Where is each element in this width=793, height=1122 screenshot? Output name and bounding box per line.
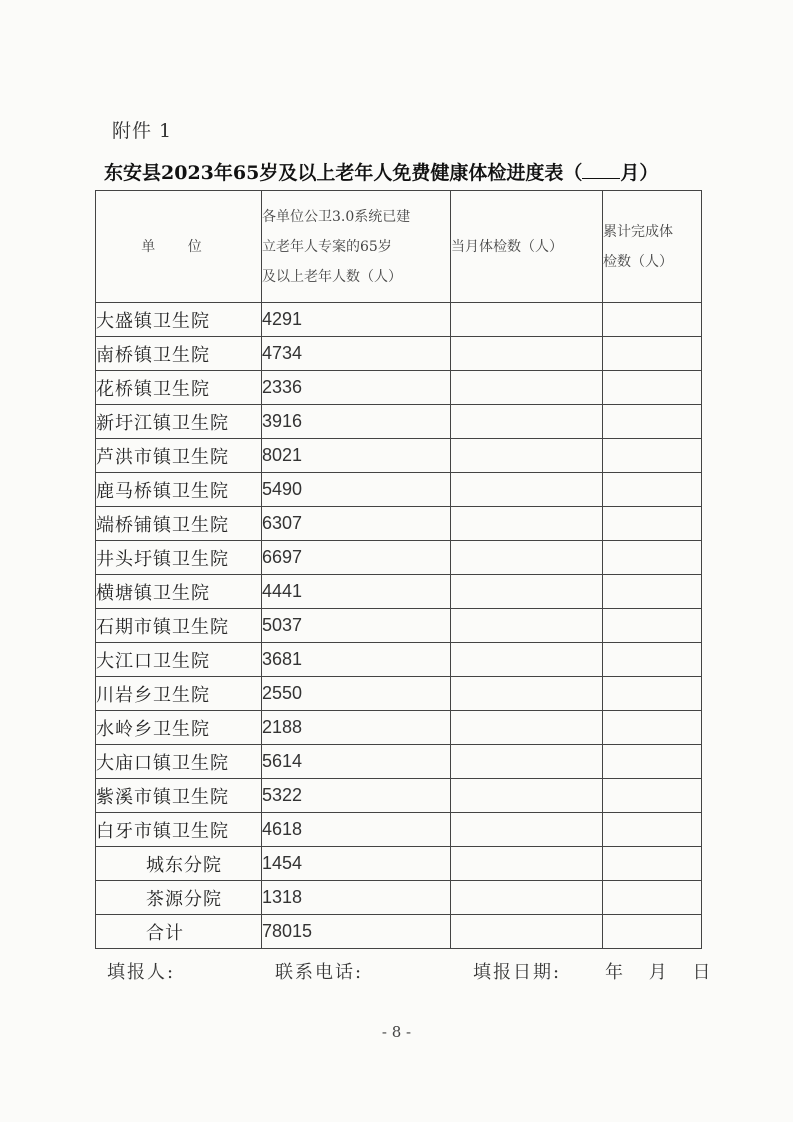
table-row xyxy=(96,303,702,337)
monthly-exams-cell[interactable] xyxy=(451,439,603,473)
header-cumulative-line: 检数（人） xyxy=(603,253,673,270)
monthly-exams-cell[interactable] xyxy=(451,711,603,745)
monthly-exams-cell[interactable] xyxy=(451,847,603,881)
elderly-count-cell: 2188 xyxy=(262,711,451,745)
monthly-exams-cell[interactable] xyxy=(451,813,603,847)
header-elderly-count xyxy=(262,191,451,303)
cumulative-exams-cell[interactable] xyxy=(603,779,702,813)
elderly-count-cell: 5614 xyxy=(262,745,451,779)
table-row xyxy=(96,847,702,881)
elderly-count-cell: 2336 xyxy=(262,371,451,405)
table-row xyxy=(96,609,702,643)
cumulative-exams-cell[interactable] xyxy=(603,575,702,609)
cumulative-exams-cell[interactable] xyxy=(603,711,702,745)
monthly-exams-cell[interactable] xyxy=(451,643,603,677)
table-row xyxy=(96,677,702,711)
monthly-exams-cell[interactable] xyxy=(451,337,603,371)
monthly-exams-cell[interactable] xyxy=(451,915,603,949)
unit-name-cell: 鹿马桥镇卫生院 xyxy=(96,473,262,507)
cumulative-exams-cell[interactable] xyxy=(603,643,702,677)
unit-name-cell: 大盛镇卫生院 xyxy=(96,303,262,337)
monthly-exams-cell[interactable] xyxy=(451,541,603,575)
table-row xyxy=(96,575,702,609)
elderly-count-cell: 6307 xyxy=(262,507,451,541)
title-suffix: 月） xyxy=(620,162,659,184)
monthly-exams-cell[interactable] xyxy=(451,745,603,779)
monthly-exams-cell[interactable] xyxy=(451,371,603,405)
header-cumulative-exams xyxy=(603,191,702,303)
monthly-exams-cell[interactable] xyxy=(451,779,603,813)
table-row xyxy=(96,745,702,779)
cumulative-exams-cell[interactable] xyxy=(603,677,702,711)
cumulative-exams-cell[interactable] xyxy=(603,813,702,847)
table-row xyxy=(96,881,702,915)
unit-name-cell: 紫溪市镇卫生院 xyxy=(96,779,262,813)
table-row xyxy=(96,813,702,847)
cumulative-exams-cell[interactable] xyxy=(603,541,702,575)
elderly-count-cell: 2550 xyxy=(262,677,451,711)
cumulative-exams-cell[interactable] xyxy=(603,405,702,439)
table-row xyxy=(96,371,702,405)
unit-name-cell: 端桥铺镇卫生院 xyxy=(96,507,262,541)
elderly-count-cell: 5322 xyxy=(262,779,451,813)
header-count-line: 及以上老年人数（人） xyxy=(262,268,402,285)
cumulative-exams-cell[interactable] xyxy=(603,303,702,337)
table-row xyxy=(96,711,702,745)
table-row xyxy=(96,541,702,575)
table-row xyxy=(96,405,702,439)
header-count-line: 立老年人专案的65岁 xyxy=(262,238,392,255)
monthly-exams-cell[interactable] xyxy=(451,405,603,439)
elderly-count-cell: 1318 xyxy=(262,881,451,915)
unit-name-cell: 横塘镇卫生院 xyxy=(96,575,262,609)
cumulative-exams-cell[interactable] xyxy=(603,439,702,473)
progress-table xyxy=(95,190,702,949)
monthly-exams-cell[interactable] xyxy=(451,507,603,541)
monthly-exams-cell[interactable] xyxy=(451,609,603,643)
unit-name-cell: 井头圩镇卫生院 xyxy=(96,541,262,575)
unit-name-cell: 花桥镇卫生院 xyxy=(96,371,262,405)
elderly-count-cell: 5490 xyxy=(262,473,451,507)
document-title xyxy=(104,158,704,185)
elderly-count-cell: 78015 xyxy=(262,915,451,949)
header-unit: 单 位 xyxy=(96,191,262,303)
elderly-count-cell: 3916 xyxy=(262,405,451,439)
fill-date-label: 填报日期: xyxy=(473,962,562,983)
table-row xyxy=(96,337,702,371)
monthly-exams-cell[interactable] xyxy=(451,677,603,711)
unit-name-cell: 南桥镇卫生院 xyxy=(96,337,262,371)
unit-name-cell: 城东分院 xyxy=(96,847,262,881)
unit-name-cell: 茶源分院 xyxy=(96,881,262,915)
unit-name-cell: 白牙市镇卫生院 xyxy=(96,813,262,847)
cumulative-exams-cell[interactable] xyxy=(603,507,702,541)
elderly-count-cell: 5037 xyxy=(262,609,451,643)
table-row xyxy=(96,779,702,813)
elderly-count-cell: 3681 xyxy=(262,643,451,677)
unit-name-cell: 大江口卫生院 xyxy=(96,643,262,677)
cumulative-exams-cell[interactable] xyxy=(603,881,702,915)
monthly-exams-cell[interactable] xyxy=(451,303,603,337)
title-month-blank xyxy=(582,178,620,179)
unit-name-cell: 新圩江镇卫生院 xyxy=(96,405,262,439)
filler-label: 填报人: xyxy=(107,962,176,983)
elderly-count-cell: 4291 xyxy=(262,303,451,337)
table-header-row xyxy=(96,191,702,303)
phone-label: 联系电话: xyxy=(275,962,364,983)
cumulative-exams-cell[interactable] xyxy=(603,337,702,371)
table-row xyxy=(96,507,702,541)
unit-name-cell: 川岩乡卫生院 xyxy=(96,677,262,711)
table-row xyxy=(96,643,702,677)
unit-name-cell: 芦洪市镇卫生院 xyxy=(96,439,262,473)
cumulative-exams-cell[interactable] xyxy=(603,745,702,779)
header-count-line: 各单位公卫3.0系统已建 xyxy=(262,208,411,225)
elderly-count-cell: 6697 xyxy=(262,541,451,575)
elderly-count-cell: 1454 xyxy=(262,847,451,881)
header-cumulative-line: 累计完成体 xyxy=(603,223,673,240)
header-monthly-exams: 当月体检数（人） xyxy=(451,191,603,303)
page-number: - 8 - xyxy=(381,1023,412,1041)
elderly-count-cell: 4441 xyxy=(262,575,451,609)
cumulative-exams-cell[interactable] xyxy=(603,609,702,643)
unit-name-cell: 大庙口镇卫生院 xyxy=(96,745,262,779)
table-row xyxy=(96,439,702,473)
table-row xyxy=(96,915,702,949)
cumulative-exams-cell[interactable] xyxy=(603,473,702,507)
table-row xyxy=(96,473,702,507)
cumulative-exams-cell[interactable] xyxy=(603,371,702,405)
cumulative-exams-cell[interactable] xyxy=(603,915,702,949)
attachment-label: 附件 1 xyxy=(112,120,173,142)
unit-name-cell: 石期市镇卫生院 xyxy=(96,609,262,643)
unit-name-cell: 水岭乡卫生院 xyxy=(96,711,262,745)
cumulative-exams-cell[interactable] xyxy=(603,847,702,881)
elderly-count-cell: 4618 xyxy=(262,813,451,847)
title-prefix: 东安县2023年65岁及以上老年人免费健康体检进度表（ xyxy=(104,162,583,184)
unit-name-cell: 合计 xyxy=(96,915,262,949)
date-parts: 年 月 日 xyxy=(605,962,721,983)
elderly-count-cell: 4734 xyxy=(262,337,451,371)
monthly-exams-cell[interactable] xyxy=(451,575,603,609)
elderly-count-cell: 8021 xyxy=(262,439,451,473)
monthly-exams-cell[interactable] xyxy=(451,473,603,507)
monthly-exams-cell[interactable] xyxy=(451,881,603,915)
